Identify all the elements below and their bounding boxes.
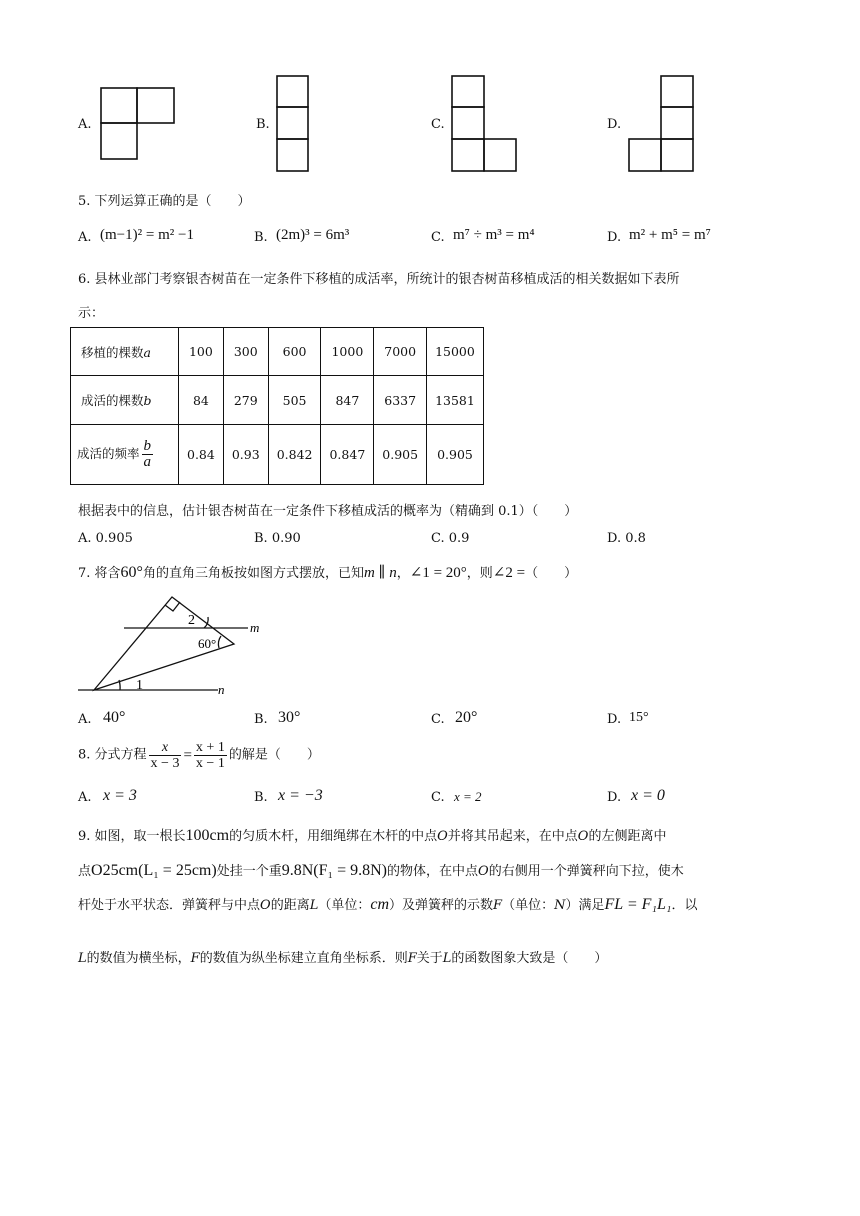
q7-option-c-value[interactable]: 20° <box>455 709 478 726</box>
q5-option-c-expr[interactable]: m⁷ ÷ m³ = m⁴ <box>453 227 535 243</box>
fig-option-d-label[interactable]: D. <box>607 117 622 132</box>
table-cell: 300 <box>223 328 268 376</box>
label-2: 2 <box>188 613 195 628</box>
q8-rhs-fraction: $\frac{x + 1}{x - 1}$ <box>195 740 225 771</box>
q9-line2: 点O25cm(L₁ = 25cm)处挂一个重9.8N(F₁ = 9.8N)的物体，在中点O的右侧用一个弹簧秤向下拉，使木 <box>78 862 684 879</box>
table-cell: 1000 <box>321 328 374 376</box>
table-cell: 0.847 <box>321 425 374 485</box>
table-cell: 0.93 <box>223 425 268 485</box>
q6-option-c[interactable]: C. 0.9 <box>431 531 470 546</box>
table-cell: 0.842 <box>268 425 321 485</box>
triangle-parallel-figure <box>76 590 266 700</box>
table-cell: 0.84 <box>179 425 224 485</box>
fig-option-d-shape <box>628 75 696 173</box>
label-n: n <box>218 682 225 697</box>
table-cell: 505 <box>268 376 321 425</box>
q9-line1: 9. 如图，取一根长100cm的匀质木杆，用细绳绑在木杆的中点O并将其吊起来，在中点O的左侧距离中 <box>78 827 667 844</box>
q5-option-c-label[interactable]: C. <box>431 230 445 245</box>
q9-line3: 杆处于水平状态．弹簧秤与中点O的距离L（单位：cm）及弹簧秤的示数F（单位：N）满足FL = F₁L₁．以 <box>78 896 698 913</box>
row-header-frequency: 成活的频率 $\frac{b}{a}$ <box>71 425 179 485</box>
table-cell: 13581 <box>427 376 484 425</box>
q6-stem-line1: 6. 县林业部门考察银杏树苗在一定条件下移植的成活率，所统计的银杏树苗移植成活的相关数据如下表所 <box>78 272 680 287</box>
q7-option-b-value[interactable]: 30° <box>278 709 301 726</box>
table-cell: 7000 <box>374 328 427 376</box>
q8-lhs-fraction: $\frac{x}{x - 3}$ <box>150 740 180 771</box>
q6-option-a[interactable]: A. 0.905 <box>78 531 133 546</box>
q5-option-d-label[interactable]: D. <box>607 230 622 245</box>
table-row <box>71 328 484 376</box>
q6-question: 根据表中的信息，估计银杏树苗在一定条件下移植成活的概率为（精确到 0.1）（ ） <box>78 504 578 519</box>
q7-option-a-label[interactable]: A. <box>78 712 92 727</box>
q6-stem-line2: 示： <box>78 306 105 321</box>
q8-option-c-label[interactable]: C. <box>431 790 445 805</box>
q5-stem: 5. 下列运算正确的是（ ） <box>78 194 251 209</box>
angle-1-arc <box>119 680 120 690</box>
q8-option-d-value[interactable]: x = 0 <box>631 787 665 804</box>
q8-option-a-label[interactable]: A. <box>78 790 92 805</box>
q8-option-a-value[interactable]: x = 3 <box>103 787 137 804</box>
fig-option-b-label[interactable]: B. <box>256 117 270 132</box>
q5-option-d-expr[interactable]: m² + m⁵ = m⁷ <box>629 227 711 243</box>
table-cell: 84 <box>179 376 224 425</box>
q5-option-b-expr[interactable]: (2m)³ = 6m³ <box>276 227 350 243</box>
table-cell: 600 <box>268 328 321 376</box>
fig-option-a-label[interactable]: A. <box>78 117 92 132</box>
table-cell: 0.905 <box>374 425 427 485</box>
q7-option-c-label[interactable]: C. <box>431 712 445 727</box>
label-60: 60° <box>198 636 217 651</box>
fig-option-a-shape <box>100 87 176 161</box>
q8-stem: 8. 分式方程 $\frac{x}{x - 3}$ = $\frac{x + 1}{x - 1}$ 的解是（ ） <box>78 740 320 771</box>
label-1: 1 <box>136 678 143 693</box>
q7-option-a-value[interactable]: 40° <box>103 709 126 726</box>
q5-option-a-expr[interactable]: (m−1)² = m² −1 <box>100 227 194 243</box>
fig-option-c-shape <box>451 75 519 173</box>
q8-option-b-label[interactable]: B. <box>254 790 268 805</box>
q6-option-b[interactable]: B. 0.90 <box>254 531 301 546</box>
q8-option-d-label[interactable]: D. <box>607 790 622 805</box>
row-header-survived: 成活的棵数b <box>71 376 179 425</box>
data-table <box>70 327 484 485</box>
q8-option-b-value[interactable]: x = −3 <box>278 787 323 804</box>
angle-60-arc <box>218 636 221 648</box>
q6-option-d[interactable]: D. 0.8 <box>607 531 646 546</box>
q5-option-b-label[interactable]: B. <box>254 230 268 245</box>
table-row <box>71 425 484 485</box>
fig-option-b-shape <box>276 75 310 173</box>
table-cell: 100 <box>179 328 224 376</box>
q7-option-b-label[interactable]: B. <box>254 712 268 727</box>
table-cell: 847 <box>321 376 374 425</box>
q8-option-c-value[interactable]: x = 2 <box>454 789 482 804</box>
q7-option-d-value[interactable]: 15° <box>629 710 649 725</box>
row-header-planted: 移植的棵数a <box>71 328 179 376</box>
label-m: m <box>250 620 260 635</box>
table-row <box>71 376 484 425</box>
table-cell: 6337 <box>374 376 427 425</box>
q5-option-a-label[interactable]: A. <box>78 230 92 245</box>
q7-stem: 7. 将含60°角的直角三角板按如图方式摆放，已知m ∥ n，∠1 = 20°，则∠2 =（ ） <box>78 564 578 581</box>
q7-option-d-label[interactable]: D. <box>607 712 622 727</box>
table-cell: 15000 <box>427 328 484 376</box>
table-cell: 279 <box>223 376 268 425</box>
table-cell: 0.905 <box>427 425 484 485</box>
fig-option-c-label[interactable]: C. <box>431 117 445 132</box>
frequency-fraction: $\frac{b}{a}$ <box>143 438 152 470</box>
q9-line4: L的数值为横坐标，F的数值为纵坐标建立直角坐标系．则F关于L的函数图象大致是（ ） <box>78 951 608 966</box>
